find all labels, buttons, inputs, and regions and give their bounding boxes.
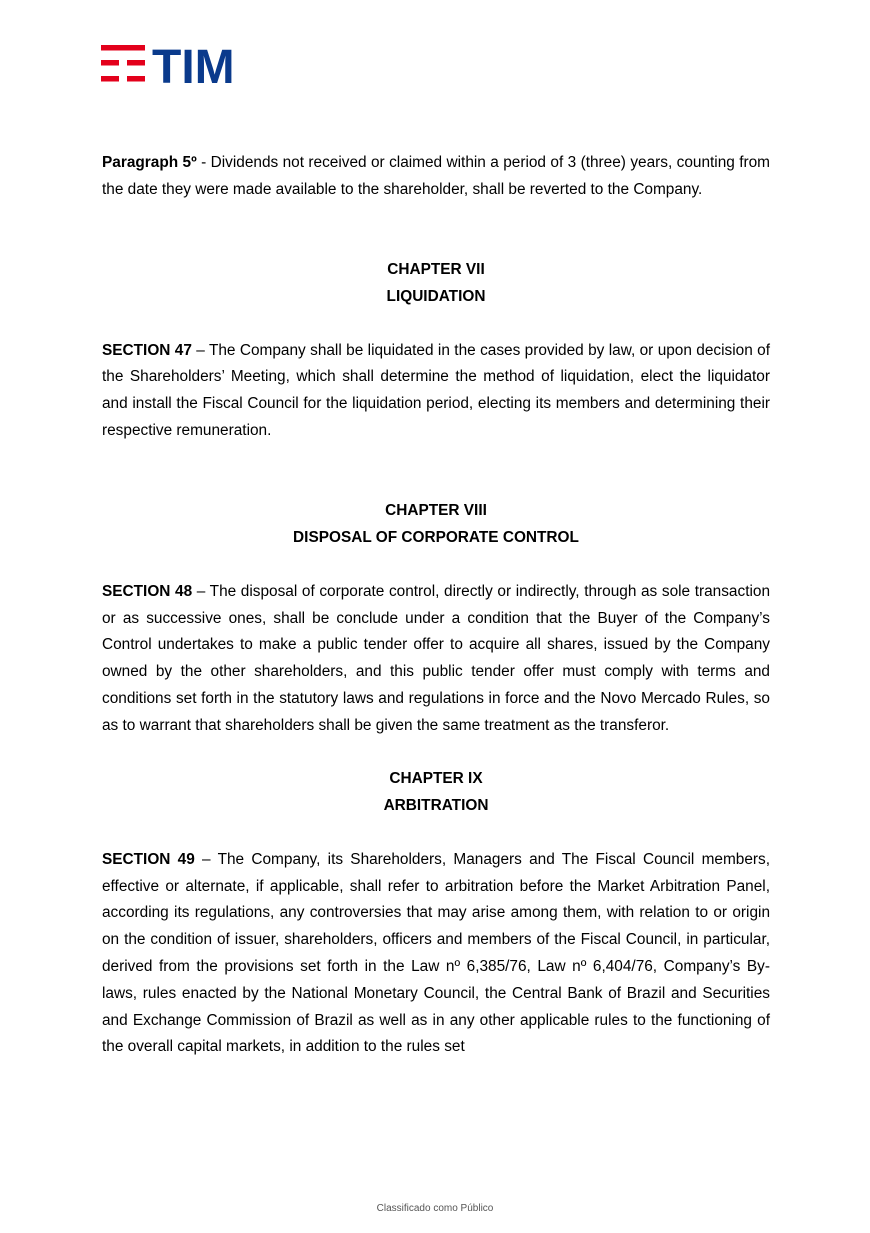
tim-logo (101, 45, 246, 85)
chapter-8-title: DISPOSAL OF CORPORATE CONTROL (293, 529, 579, 547)
chapter-9-number: CHAPTER IX (389, 770, 483, 788)
document-body (102, 150, 770, 1061)
chapter-9-title: ARBITRATION (383, 797, 489, 815)
section-47 (102, 338, 770, 445)
paragraph-5 (102, 150, 770, 204)
section-47-label: SECTION 47 (102, 341, 192, 359)
section-48-text: – The disposal of corporate control, directly or indirectly, through as sole transaction or as successive ones, shall be conclude under a condition that the Buyer of the Company’s Control undertakes to make a public tender offer to acquire all shares, issued by the Company owned by the other shareholders, and this public tender offer must comply with terms and conditions set forth in the statutory laws and regulations in force and the Novo Mercado Rules, so as to warrant that shareholders shall be given the same treatment as the transferor. (102, 582, 771, 734)
tim-logo-mark (101, 45, 246, 85)
section-49 (102, 847, 770, 1061)
section-48 (102, 579, 770, 740)
chapter-7-title: LIQUIDATION (386, 287, 486, 305)
logo-text: TIM (152, 45, 235, 85)
section-49-label: SECTION 49 (102, 850, 195, 868)
paragraph-5-text: - Dividends not received or claimed within a period of 3 (three) years, counting from the date they were made available to the shareholder, shall be reverted to the Company. (102, 154, 770, 198)
section-47-text: – The Company shall be liquidated in the cases provided by law, or upon decision of the Shareholders’ Meeting, which shall determine the method of liquidation, elect the liquidator and install the Fiscal Council for the liquidation period, electing its members and determining their respective remuneration. (102, 341, 770, 439)
chapter-8-number: CHAPTER VIII (385, 502, 487, 520)
chapter-7-number: CHAPTER VII (387, 261, 485, 279)
paragraph-5-label: Paragraph 5º (102, 154, 197, 171)
classification-footer: Classificado como Público (376, 1203, 494, 1214)
section-49-text: – The Company, its Shareholders, Managers and The Fiscal Council members, effective or alternate, if applicable, shall refer to arbitration before the Market Arbitration Panel, according its regulations, any controversies that may arise among them, with relation to or origin on the condition of issuer, shareholders, officers and members of the Fiscal Council, in particular, derived from the provisions set forth in the Law nº 6,385/76, Law nº 6,404/76, Company’s By-laws, rules enacted by the National Monetary Council, the Central Bank of Brazil and Securities and Exchange Commission of Brazil as well as in any other applicable rules to the functioning of the overall capital markets, in addition to the rules set (102, 850, 770, 1056)
section-48-label: SECTION 48 (102, 582, 193, 600)
